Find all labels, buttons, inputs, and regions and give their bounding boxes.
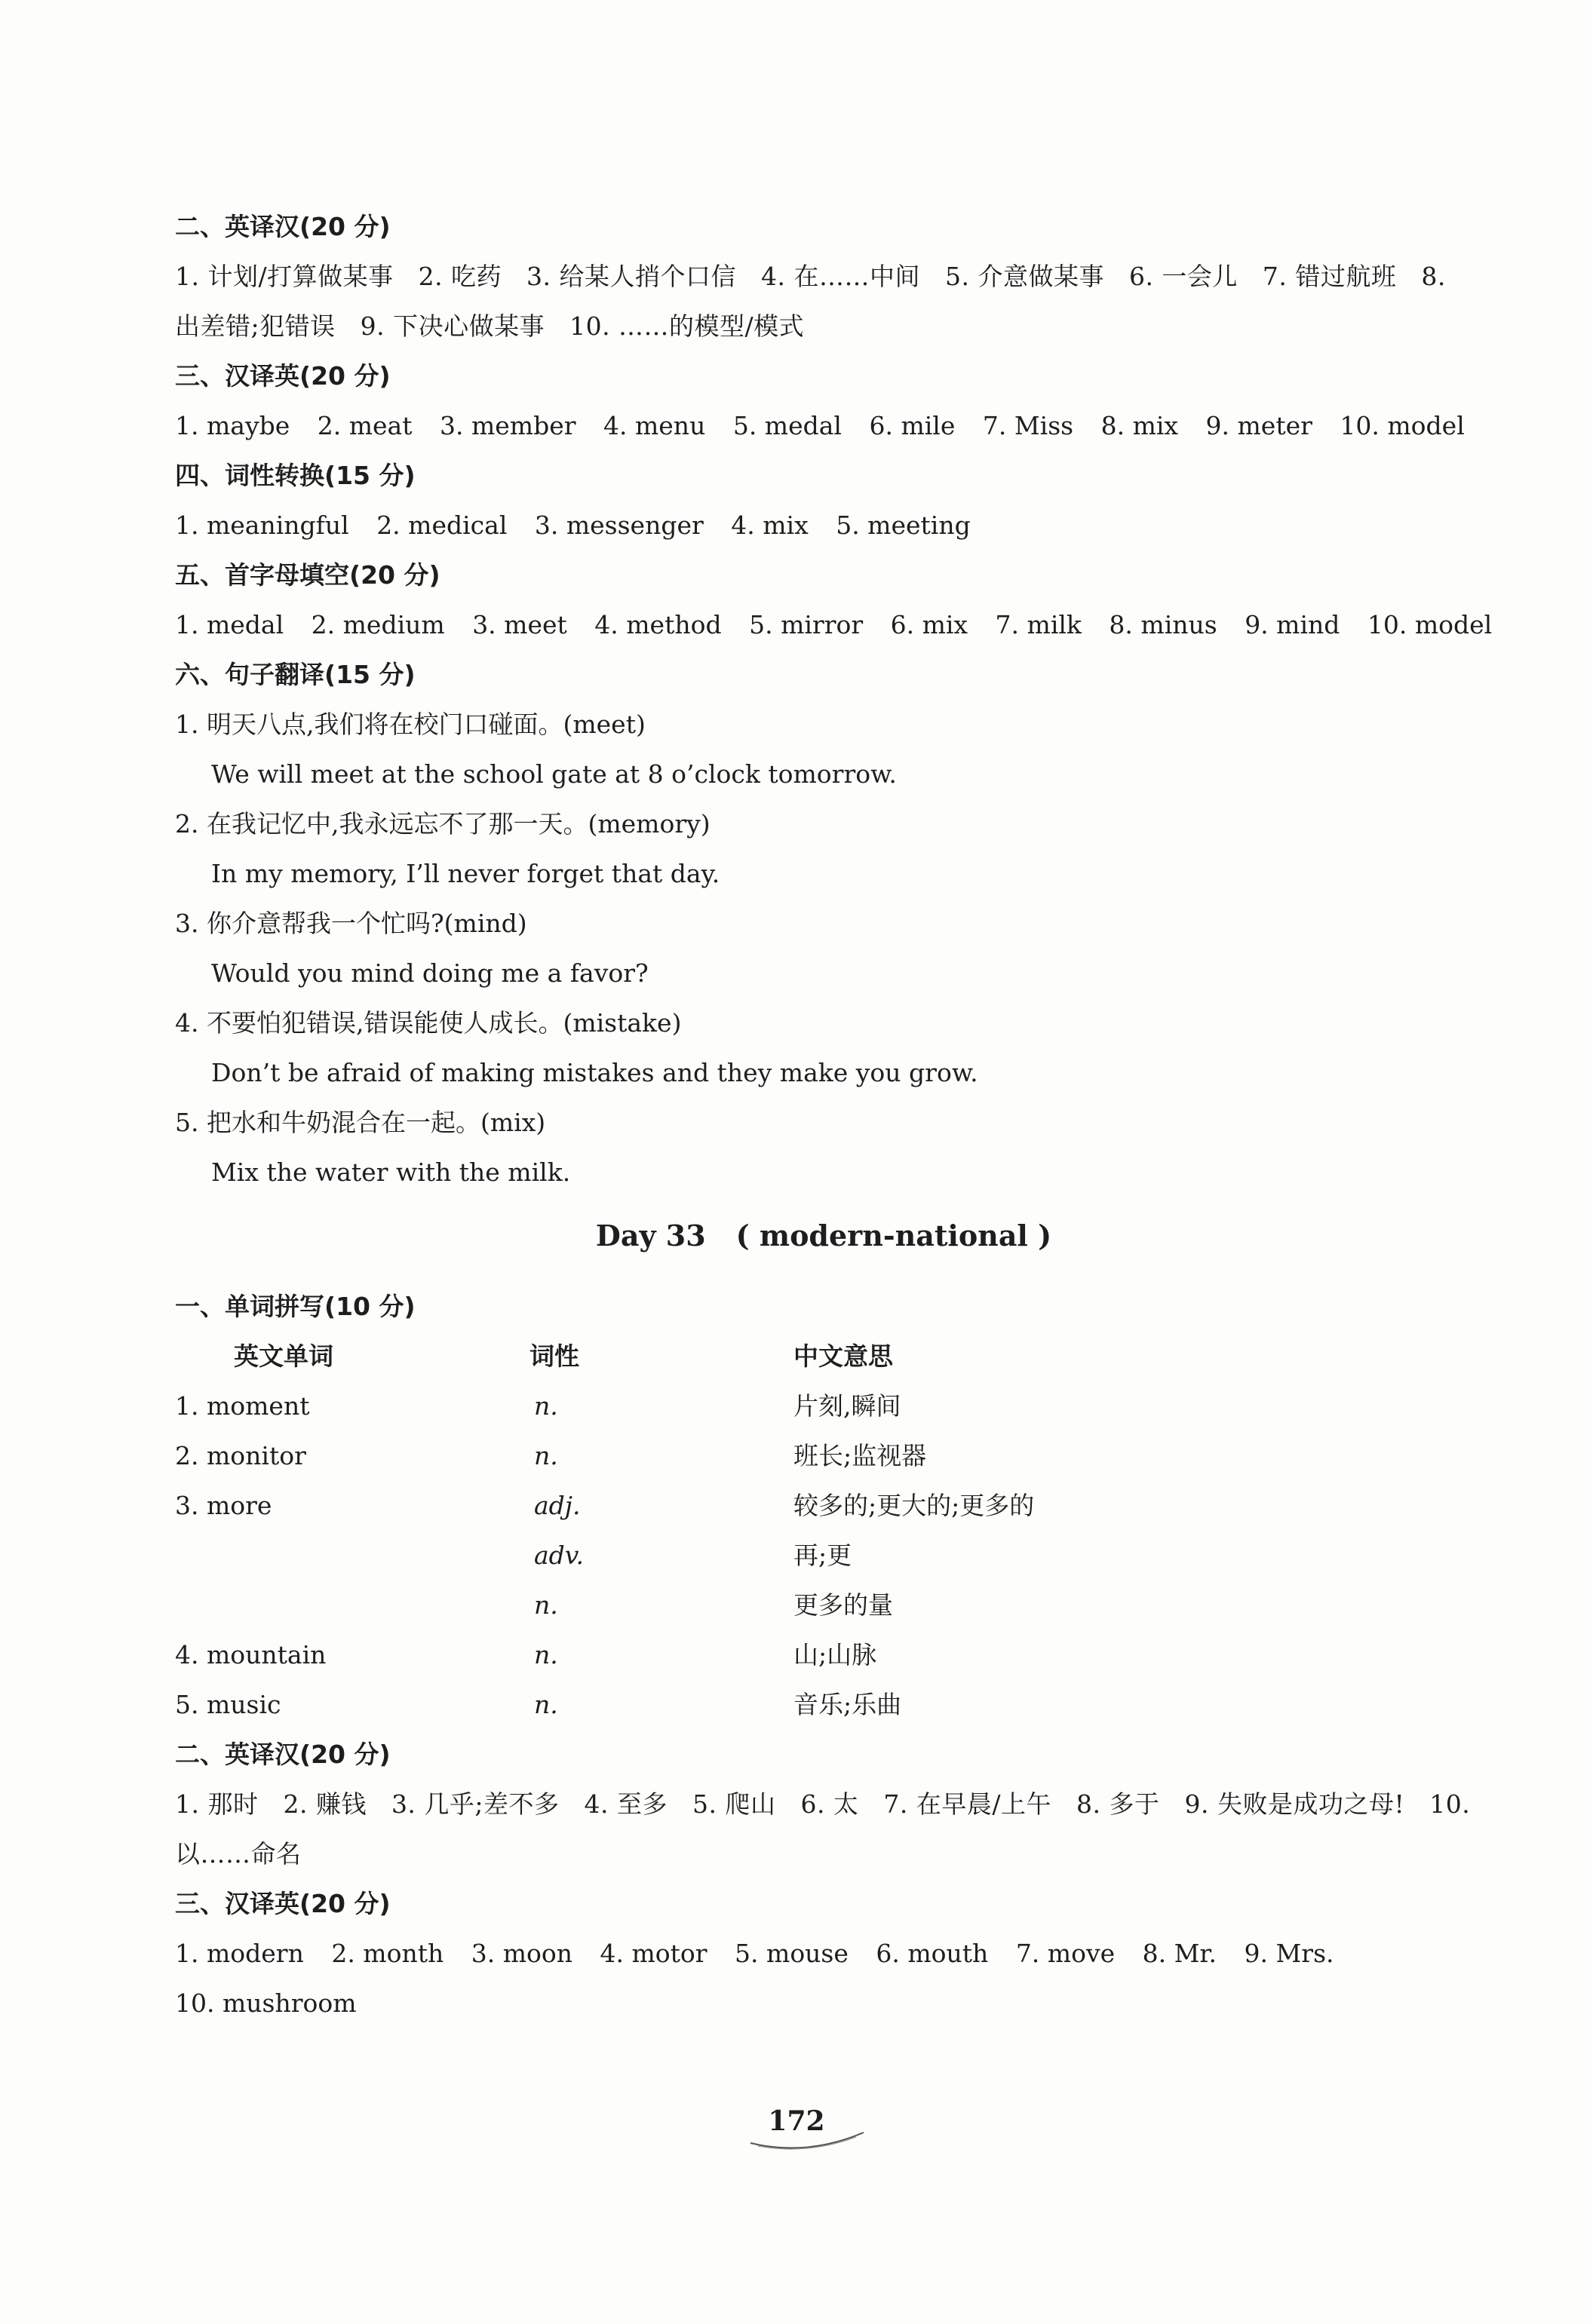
- answer-item: 8. 出差错;犯错误: [175, 262, 1446, 341]
- vocab-meaning: 班长;监视器: [793, 1441, 927, 1470]
- translation-answer: We will meet at the school gate at 8 o’clock tomorrow.: [211, 759, 897, 789]
- answer-item: 4. 至多: [584, 1789, 668, 1819]
- answer-item: 5. mouse: [735, 1939, 849, 1968]
- answer-line: [175, 252, 1472, 351]
- answer-item: 10. model: [1340, 411, 1465, 440]
- translation-answer: Would you mind doing me a favor?: [211, 958, 649, 988]
- answer-item: 3. member: [439, 411, 576, 440]
- vocab-pos: n.: [534, 1640, 558, 1669]
- answer-item: 4. 在……中间: [761, 262, 920, 291]
- answer-item: 6. mile: [869, 411, 956, 440]
- answer-item: 4. menu: [603, 411, 706, 440]
- section-sentence-translation: [175, 650, 1472, 1197]
- section-initial-letter-fill: [175, 550, 1493, 650]
- section-heading: 二、英译汉(20 分): [175, 212, 391, 241]
- column-header-word: 英文单词: [234, 1341, 333, 1371]
- answer-item: 9. 失败是成功之母!: [1184, 1789, 1405, 1819]
- answer-item: 2. medical: [376, 510, 508, 540]
- table-row: [175, 1431, 1472, 1481]
- answer-item: 10. 以……命名: [175, 1789, 1471, 1869]
- page-number: 172: [768, 2105, 825, 2137]
- answer-item: 1. modern: [175, 1939, 304, 1968]
- answer-item: 1. meaningful: [175, 510, 349, 540]
- vocab-word: [175, 1581, 529, 1630]
- section-heading: 三、汉译英(20 分): [175, 1889, 391, 1918]
- translation-prompt: 3. 你介意帮我一个忙吗?(mind): [175, 909, 527, 938]
- answer-line: [175, 1780, 1472, 1879]
- answer-item: 7. 错过航班: [1262, 262, 1397, 291]
- answer-item: 7. Miss: [982, 411, 1074, 440]
- table-row: [175, 1581, 1472, 1630]
- column-header-meaning: 中文意思: [793, 1341, 893, 1371]
- translation-prompt: 4. 不要怕犯错误,错误能使人成长。(mistake): [175, 1008, 682, 1038]
- section-spelling: [175, 1282, 1472, 1730]
- day-title: Day 33: [595, 1219, 706, 1252]
- table-row: [175, 1680, 1472, 1730]
- answer-item: 4. mix: [731, 510, 809, 540]
- answer-item: 5. mirror: [749, 610, 864, 639]
- section-heading: 六、句子翻译(15 分): [175, 660, 416, 689]
- vocab-word: [175, 1531, 529, 1581]
- translation-prompt: 5. 把水和牛奶混合在一起。(mix): [175, 1108, 546, 1137]
- answer-item: 6. 太: [800, 1789, 859, 1819]
- vocab-word: 4. mountain: [175, 1640, 327, 1669]
- answer-item: 2. meat: [317, 411, 413, 440]
- answer-line: [175, 600, 1493, 650]
- answer-item: 7. 在早晨/上午: [883, 1789, 1052, 1819]
- answer-item: 2. month: [331, 1939, 444, 1968]
- translation-prompt: 2. 在我记忆中,我永远忘不了那一天。(memory): [175, 809, 711, 839]
- answer-item: 3. messenger: [534, 510, 704, 540]
- table-row: [175, 1381, 1472, 1431]
- vocab-meaning: 较多的;更大的;更多的: [793, 1491, 1035, 1520]
- answer-item: 6. mouth: [876, 1939, 989, 1968]
- answer-item: 5. 介意做某事: [944, 262, 1104, 291]
- section-en-to-zh-1: [175, 202, 1472, 351]
- section-heading: 一、单词拼写(10 分): [175, 1292, 416, 1321]
- answer-item: 5. meeting: [836, 510, 971, 540]
- answer-item: 1. maybe: [175, 411, 290, 440]
- table-row: [175, 1481, 1472, 1531]
- vocab-pos: n.: [534, 1391, 558, 1421]
- vocab-word: 5. music: [175, 1690, 281, 1719]
- answer-item: 7. move: [1015, 1939, 1116, 1968]
- answer-line: [175, 1979, 1472, 2028]
- column-header-pos: 词性: [529, 1341, 579, 1371]
- answer-item: 2. 赚钱: [283, 1789, 367, 1819]
- day-heading: [175, 1211, 1472, 1261]
- vocab-meaning: 山;山脉: [793, 1640, 877, 1669]
- page-number-swoosh-icon: [747, 2126, 867, 2157]
- vocab-meaning: 更多的量: [793, 1590, 893, 1620]
- answer-item: 2. 吃药: [418, 262, 502, 291]
- vocab-meaning: 再;更: [793, 1541, 852, 1570]
- answer-item: 5. 爬山: [692, 1789, 776, 1819]
- answer-item: 8. 多于: [1076, 1789, 1160, 1819]
- answer-line: [175, 401, 1472, 451]
- vocab-pos: n.: [534, 1690, 558, 1719]
- translation-prompt: 1. 明天八点,我们将在校门口碰面。(meet): [175, 710, 646, 739]
- answer-item: 3. 几乎;差不多: [391, 1789, 560, 1819]
- answer-item: 8. Mr.: [1142, 1939, 1217, 1968]
- answer-item: 9. mind: [1245, 610, 1340, 639]
- translation-answer: In my memory, I’ll never forget that day.: [211, 859, 720, 888]
- vocab-pos: adj.: [534, 1491, 581, 1520]
- answer-item: 6. 一会儿: [1128, 262, 1238, 291]
- vocab-pos: adv.: [534, 1541, 585, 1570]
- vocab-word: 1. moment: [175, 1391, 310, 1421]
- answer-item: 10. ……的模型/模式: [569, 311, 805, 341]
- vocab-word: 3. more: [175, 1491, 272, 1520]
- vocab-pos: n.: [534, 1590, 558, 1620]
- vocab-meaning: 片刻,瞬间: [793, 1391, 901, 1421]
- answer-item: 4. motor: [600, 1939, 707, 1968]
- answer-item: 4. method: [594, 610, 722, 639]
- section-zh-to-en-2: [175, 1879, 1472, 2028]
- answer-item: 6. mix: [890, 610, 968, 639]
- section-zh-to-en-1: [175, 351, 1472, 451]
- answer-item: 9. 下决心做某事: [360, 311, 545, 341]
- day-subtitle: ( modern-national ): [735, 1219, 1052, 1252]
- answer-item: 8. mix: [1100, 411, 1179, 440]
- answer-item: 9. Mrs.: [1244, 1939, 1334, 1968]
- vocab-table-header: [175, 1332, 1472, 1381]
- table-row: [175, 1531, 1472, 1581]
- answer-line: [175, 1929, 1472, 1979]
- answer-item: 3. moon: [471, 1939, 572, 1968]
- answer-item: 8. minus: [1109, 610, 1217, 639]
- section-heading: 二、英译汉(20 分): [175, 1740, 391, 1769]
- answer-item: 10. model: [1367, 610, 1493, 639]
- answer-item: 2. medium: [311, 610, 445, 639]
- answer-item: 5. medal: [732, 411, 842, 440]
- answer-item: 1. 那时: [175, 1789, 259, 1819]
- section-heading: 四、词性转换(15 分): [175, 461, 416, 490]
- section-heading: 三、汉译英(20 分): [175, 361, 391, 391]
- answer-item: 7. milk: [995, 610, 1082, 639]
- answer-item: 3. meet: [472, 610, 567, 639]
- section-en-to-zh-2: [175, 1730, 1472, 1879]
- answer-line: [175, 501, 1472, 550]
- answer-item: 1. medal: [175, 610, 284, 639]
- section-heading: 五、首字母填空(20 分): [175, 560, 440, 590]
- vocab-pos: n.: [534, 1441, 558, 1470]
- answer-item: 1. 计划/打算做某事: [175, 262, 394, 291]
- section-word-forms: [175, 451, 1472, 550]
- vocab-word: 2. monitor: [175, 1441, 306, 1470]
- answer-item: 9. meter: [1205, 411, 1312, 440]
- answer-item: 3. 给某人捎个口信: [526, 262, 737, 291]
- page-content: [175, 202, 1493, 2028]
- translation-answer: Mix the water with the milk.: [211, 1157, 571, 1187]
- answer-item: 10. mushroom: [175, 1988, 357, 2018]
- vocab-meaning: 音乐;乐曲: [793, 1690, 902, 1719]
- table-row: [175, 1630, 1472, 1680]
- translation-answer: Don’t be afraid of making mistakes and they make you grow.: [211, 1058, 978, 1087]
